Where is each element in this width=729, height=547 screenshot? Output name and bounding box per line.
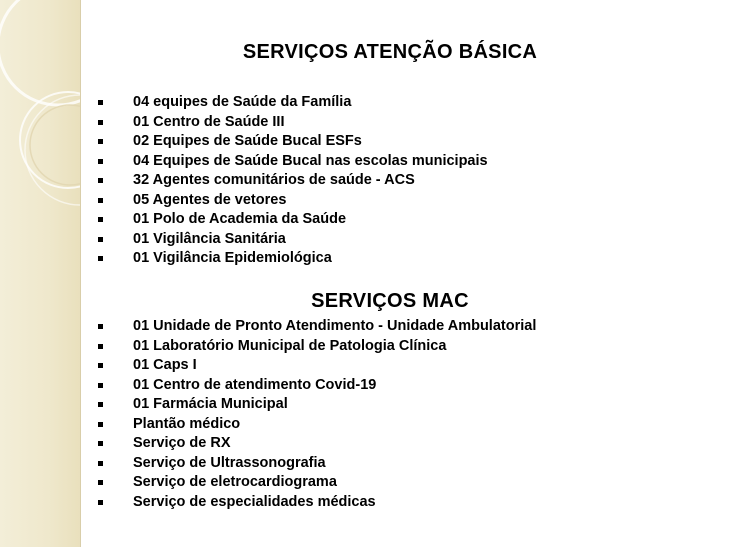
square-bullet-icon — [98, 324, 103, 329]
square-bullet-icon — [98, 402, 103, 407]
square-bullet-icon — [98, 237, 103, 242]
list-item — [98, 493, 536, 513]
list-item — [98, 93, 488, 113]
list-item-text: 01 Caps I — [133, 357, 197, 373]
list-item — [98, 434, 536, 454]
decorative-side-band — [0, 0, 80, 547]
list-item — [98, 230, 488, 250]
mac-services-list — [98, 317, 536, 512]
square-bullet-icon — [98, 383, 103, 388]
square-bullet-icon — [98, 500, 103, 505]
list-item-text: 01 Vigilância Epidemiológica — [133, 250, 332, 266]
list-item — [98, 376, 536, 396]
square-bullet-icon — [98, 198, 103, 203]
list-item-text: 02 Equipes de Saúde Bucal ESFs — [133, 133, 362, 149]
list-item-text: 01 Centro de Saúde III — [133, 113, 285, 130]
list-item-text: Serviço de RX — [133, 435, 231, 451]
list-item — [98, 473, 536, 493]
square-bullet-icon — [98, 480, 103, 485]
list-item — [98, 249, 488, 269]
list-item — [98, 454, 536, 474]
list-item — [98, 317, 536, 337]
list-item — [98, 171, 488, 191]
list-item — [98, 356, 536, 376]
square-bullet-icon — [98, 363, 103, 368]
list-item-text: 01 Polo de Academia da Saúde — [133, 211, 347, 227]
list-item-text: 01 Vigilância Sanitária — [133, 230, 286, 247]
mac-services-title: SERVIÇOS MAC — [311, 290, 469, 312]
square-bullet-icon — [98, 159, 103, 164]
list-item — [98, 152, 488, 172]
square-bullet-icon — [98, 256, 103, 261]
list-item — [98, 132, 488, 152]
list-item — [98, 337, 536, 357]
list-item — [98, 191, 488, 211]
decorative-circles — [0, 0, 80, 547]
square-bullet-icon — [98, 100, 103, 105]
basic-services-list — [98, 93, 488, 269]
list-item-text: 04 equipes de Saúde da Família — [133, 94, 352, 110]
basic-services-title: SERVIÇOS ATENÇÃO BÁSICA — [242, 41, 538, 63]
side-divider — [80, 0, 81, 547]
list-item-text: 01 Unidade de Pronto Atendimento - Unidade Ambulatorial — [133, 318, 537, 334]
square-bullet-icon — [98, 441, 103, 446]
square-bullet-icon — [98, 139, 103, 144]
list-item — [98, 113, 488, 133]
square-bullet-icon — [98, 422, 103, 427]
square-bullet-icon — [98, 120, 103, 125]
list-item-text: 04 Equipes de Saúde Bucal nas escolas municipais — [133, 152, 488, 169]
list-item-text: Serviço de eletrocardiograma — [133, 474, 337, 490]
square-bullet-icon — [98, 217, 103, 222]
list-item-text: Serviço de Ultrassonografia — [133, 454, 326, 471]
list-item-text: 01 Laboratório Municipal de Patologia Clínica — [133, 337, 447, 354]
list-item — [98, 395, 536, 415]
square-bullet-icon — [98, 178, 103, 183]
list-item-text: 05 Agentes de vetores — [133, 191, 287, 208]
list-item-text: 01 Centro de atendimento Covid-19 — [133, 376, 377, 393]
list-item — [98, 415, 536, 435]
list-item-text: Plantão médico — [133, 415, 241, 432]
list-item-text: 01 Farmácia Municipal — [133, 396, 288, 412]
list-item — [98, 210, 488, 230]
list-item-text: Serviço de especialidades médicas — [133, 493, 376, 510]
list-item-text: 32 Agentes comunitários de saúde - ACS — [133, 172, 415, 188]
square-bullet-icon — [98, 461, 103, 466]
square-bullet-icon — [98, 344, 103, 349]
